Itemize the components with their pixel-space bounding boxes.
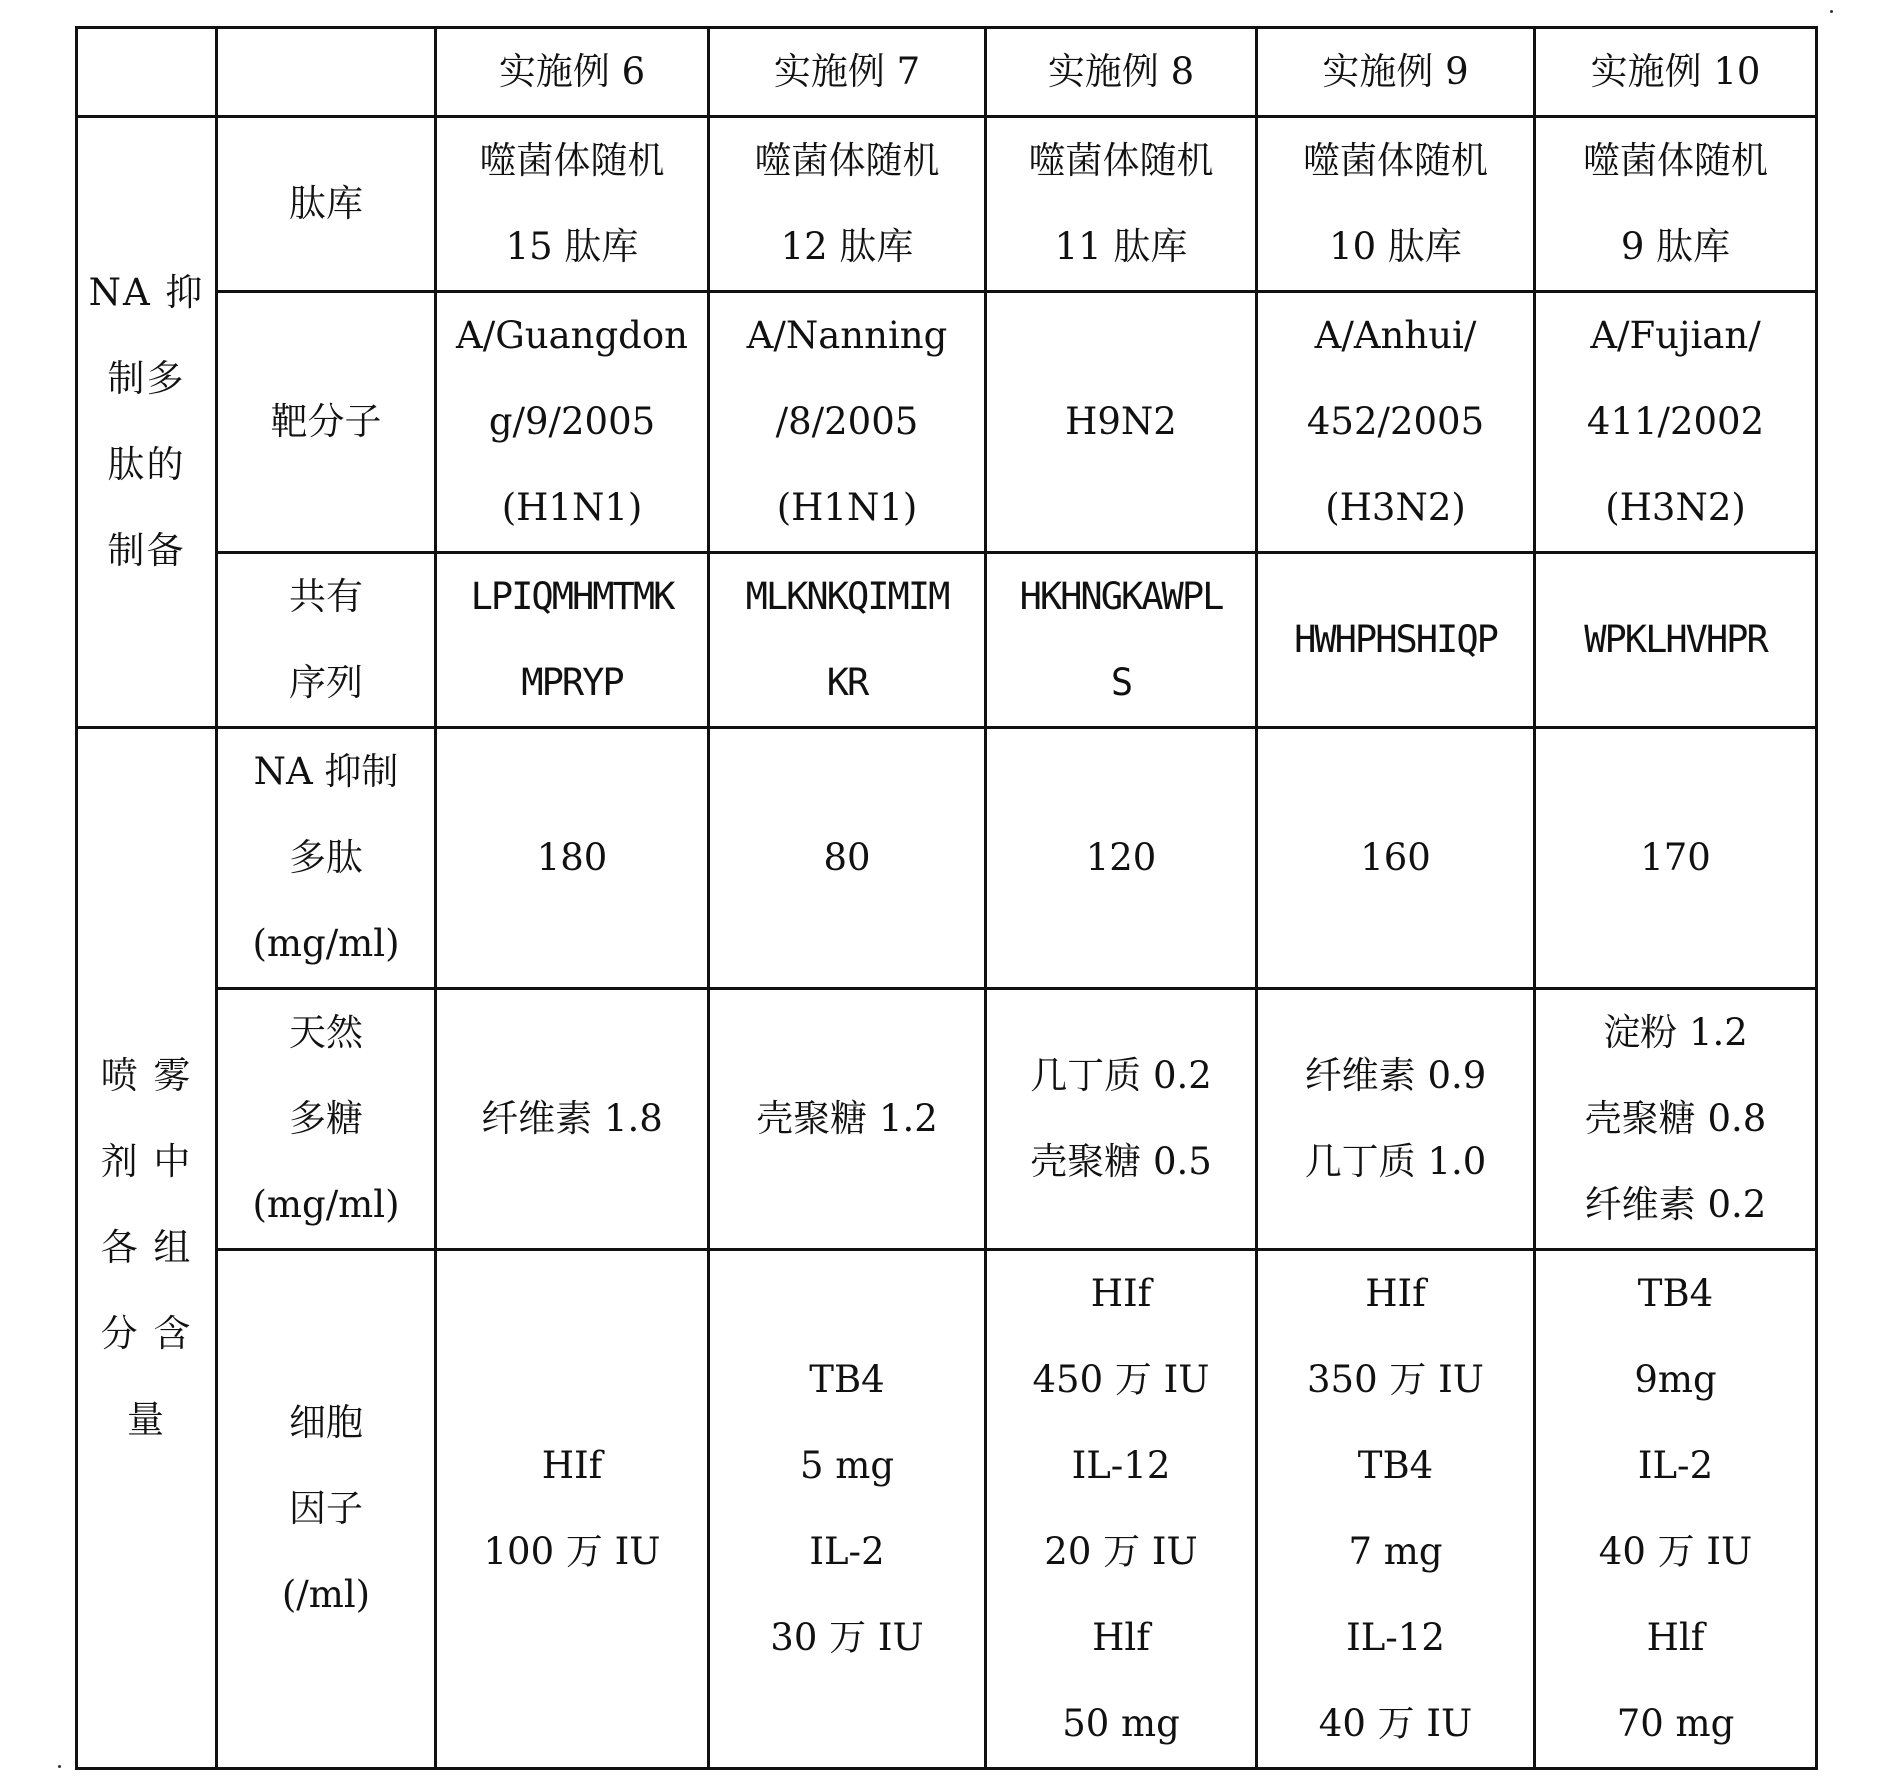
cell-text: 实施例 8: [1047, 50, 1195, 93]
cell: [709, 989, 986, 1250]
scan-speck: [58, 1765, 61, 1768]
row-cytokine: [77, 1250, 1817, 1769]
cell-text: 20 万 IU: [1044, 1530, 1198, 1573]
cell: [709, 728, 986, 989]
cell: [709, 117, 986, 292]
cell-text: (H1N1): [776, 486, 918, 529]
cell-text: 实施例 10: [1590, 50, 1761, 93]
cell-text: 序列: [289, 661, 363, 704]
corner-cell-2: [217, 28, 436, 117]
cell-text: 各 组: [100, 1226, 193, 1269]
row-peptide-library: [77, 117, 1817, 292]
row-na-polypeptide-concentration: [77, 728, 1817, 989]
cell: [1535, 553, 1817, 728]
cell-text: 10 肽库: [1329, 225, 1462, 268]
cell: [1257, 292, 1535, 553]
cell-text: 多糖: [289, 1097, 363, 1140]
cell: [436, 292, 709, 553]
cell-text: 9 肽库: [1620, 225, 1731, 268]
cell: [1535, 728, 1817, 989]
cell-text: KR: [826, 661, 868, 704]
cell-text: 7 mg: [1348, 1530, 1443, 1573]
cell: [436, 1250, 709, 1769]
cell-text: 450 万 IU: [1032, 1358, 1210, 1401]
cell: [986, 989, 1257, 1250]
cell-text: NA 抑: [88, 271, 205, 314]
cell-text: 壳聚糖 1.2: [756, 1097, 938, 1140]
cell: [436, 117, 709, 292]
cell-text: 天然: [289, 1011, 363, 1054]
cell: [986, 553, 1257, 728]
cell-text: A/Nanning: [746, 314, 948, 357]
cell: [436, 553, 709, 728]
cell-text: 9mg: [1634, 1358, 1717, 1401]
row-label-target-molecule: [217, 292, 436, 553]
cell-text: 纤维素 1.8: [481, 1097, 663, 1140]
cell-text: 几丁质 1.0: [1304, 1140, 1487, 1183]
cell-text: HIf: [1365, 1272, 1426, 1315]
cell-text: 452/2005: [1306, 400, 1485, 443]
cell-text: 肽的: [107, 443, 186, 486]
row-label-consensus-sequence: [217, 553, 436, 728]
cell-text: IL-2: [1637, 1444, 1714, 1487]
cell-text: 30 万 IU: [770, 1616, 924, 1659]
cell-text: MLKNKQIMIM: [745, 575, 949, 618]
cell-text: 350 万 IU: [1307, 1358, 1484, 1401]
cell: [709, 553, 986, 728]
cell-text: S: [1110, 661, 1132, 704]
cell-text: (H3N2): [1605, 486, 1746, 529]
cell-text: 靶分子: [270, 400, 382, 443]
cell-text: TB4: [1637, 1272, 1714, 1315]
cell-text: 噬菌体随机: [479, 139, 665, 182]
cell-text: 15 肽库: [505, 225, 639, 268]
cell-text: 壳聚糖 0.5: [1030, 1140, 1212, 1183]
cell-text: 411/2002: [1586, 400, 1765, 443]
cell-text: (H1N1): [501, 486, 643, 529]
row-label-peptide-library: [217, 117, 436, 292]
cell: [1257, 117, 1535, 292]
cell-text: 噬菌体随机: [1303, 139, 1488, 182]
cell-text: 分 含: [100, 1312, 193, 1355]
group-label-na-polypeptide-prep: [77, 117, 217, 728]
cell: [1535, 1250, 1817, 1769]
cell-text: 制多: [107, 357, 186, 400]
cell-text: 50 mg: [1062, 1702, 1180, 1745]
cell-text: 壳聚糖 0.8: [1584, 1097, 1767, 1140]
cell-text: HWHPHSHIQP: [1294, 618, 1497, 661]
cell: [1535, 292, 1817, 553]
row-natural-polysaccharide: [77, 989, 1817, 1250]
cell-text: 肽库: [289, 182, 363, 225]
cell-text: LPIQMHMTMK: [470, 575, 674, 618]
cell-text: Hlf: [1646, 1616, 1705, 1659]
cell: [436, 989, 709, 1250]
cell-text: 多肽: [289, 836, 363, 879]
header-row: [77, 28, 1817, 117]
row-label-natural-polysaccharide: [217, 989, 436, 1250]
cell-text: 纤维素 0.9: [1304, 1054, 1487, 1097]
cell-text: (/ml): [281, 1573, 371, 1616]
row-target-molecule: [77, 292, 1817, 553]
cell-text: 噬菌体随机: [1583, 139, 1768, 182]
cell: [986, 292, 1257, 553]
column-header-example-7: [709, 28, 986, 117]
cell-text: g/9/2005: [488, 400, 656, 443]
cell-text: 剂 中: [100, 1140, 193, 1183]
cell-text: 160: [1360, 836, 1431, 879]
cell-text: 细胞: [289, 1401, 363, 1444]
cell: [436, 728, 709, 989]
cell-text: 几丁质 0.2: [1030, 1054, 1212, 1097]
cell-text: IL-12: [1071, 1444, 1171, 1487]
column-header-example-9: [1257, 28, 1535, 117]
cell-text: 淀粉 1.2: [1603, 1011, 1748, 1054]
cell-text: 量: [127, 1398, 166, 1441]
cell: [1535, 989, 1817, 1250]
cell-text: 噬菌体随机: [1028, 139, 1214, 182]
cell: [1257, 1250, 1535, 1769]
cell: [709, 292, 986, 553]
cell-text: 实施例 7: [773, 50, 921, 93]
row-label-cytokine: [217, 1250, 436, 1769]
cell-text: 70 mg: [1616, 1702, 1735, 1745]
cell-text: HIf: [541, 1444, 603, 1487]
cell-text: /8/2005: [775, 400, 919, 443]
cell-text: 11 肽库: [1054, 225, 1188, 268]
cell-text: IL-12: [1346, 1616, 1445, 1659]
cell-text: 制备: [107, 529, 186, 572]
cell-text: 180: [536, 836, 608, 879]
cell-text: TB4: [809, 1358, 885, 1401]
cell-text: 80: [823, 836, 871, 879]
cell-text: NA 抑制: [253, 750, 399, 793]
cell-text: (mg/ml): [252, 922, 400, 965]
cell-text: A/Fujian/: [1590, 314, 1761, 357]
cell-text: 40 万 IU: [1318, 1702, 1473, 1745]
cell: [1257, 728, 1535, 989]
cell: [986, 117, 1257, 292]
cell-text: 因子: [289, 1487, 363, 1530]
cell-text: 100 万 IU: [483, 1530, 661, 1573]
cell-text: MPRYP: [521, 661, 623, 704]
cell-text: HIf: [1090, 1272, 1152, 1315]
cell: [1535, 117, 1817, 292]
group-label-spray-contents: [77, 728, 217, 1769]
cell: [986, 1250, 1257, 1769]
row-consensus-sequence: [77, 553, 1817, 728]
cell-text: 实施例 9: [1322, 50, 1469, 93]
row-label-na-polypeptide: [217, 728, 436, 989]
cell-text: 共有: [289, 575, 363, 618]
cell-text: A/Guangdon: [456, 314, 688, 357]
column-header-example-8: [986, 28, 1257, 117]
cell-text: (mg/ml): [252, 1183, 400, 1226]
column-header-example-6: [436, 28, 709, 117]
cell: [1257, 553, 1535, 728]
cell: [709, 1250, 986, 1769]
corner-cell-1: [77, 28, 217, 117]
cell-text: Hlf: [1092, 1616, 1150, 1659]
cell-text: TB4: [1357, 1444, 1434, 1487]
cell-text: 5 mg: [799, 1444, 895, 1487]
cell-text: 噬菌体随机: [754, 139, 940, 182]
cell-text: 实施例 6: [498, 50, 646, 93]
cell-text: 喷 雾: [100, 1054, 193, 1097]
cell-text: HKHNGKAWPL: [1019, 575, 1223, 618]
cell-text: (H3N2): [1325, 486, 1466, 529]
column-header-example-10: [1535, 28, 1817, 117]
cell-text: 40 万 IU: [1598, 1530, 1753, 1573]
cell-text: 12 肽库: [780, 225, 914, 268]
scan-speck: [1830, 10, 1833, 13]
cell-text: 纤维素 0.2: [1584, 1183, 1767, 1226]
cell-text: H9N2: [1065, 400, 1177, 443]
formulation-table: [75, 26, 1818, 1770]
cell-text: WPKLHVHPR: [1584, 618, 1767, 661]
cell-text: A/Anhui/: [1314, 314, 1477, 357]
cell: [1257, 989, 1535, 1250]
cell: [986, 728, 1257, 989]
cell-text: IL-2: [809, 1530, 885, 1573]
cell-text: 170: [1640, 836, 1711, 879]
cell-text: 120: [1085, 836, 1157, 879]
